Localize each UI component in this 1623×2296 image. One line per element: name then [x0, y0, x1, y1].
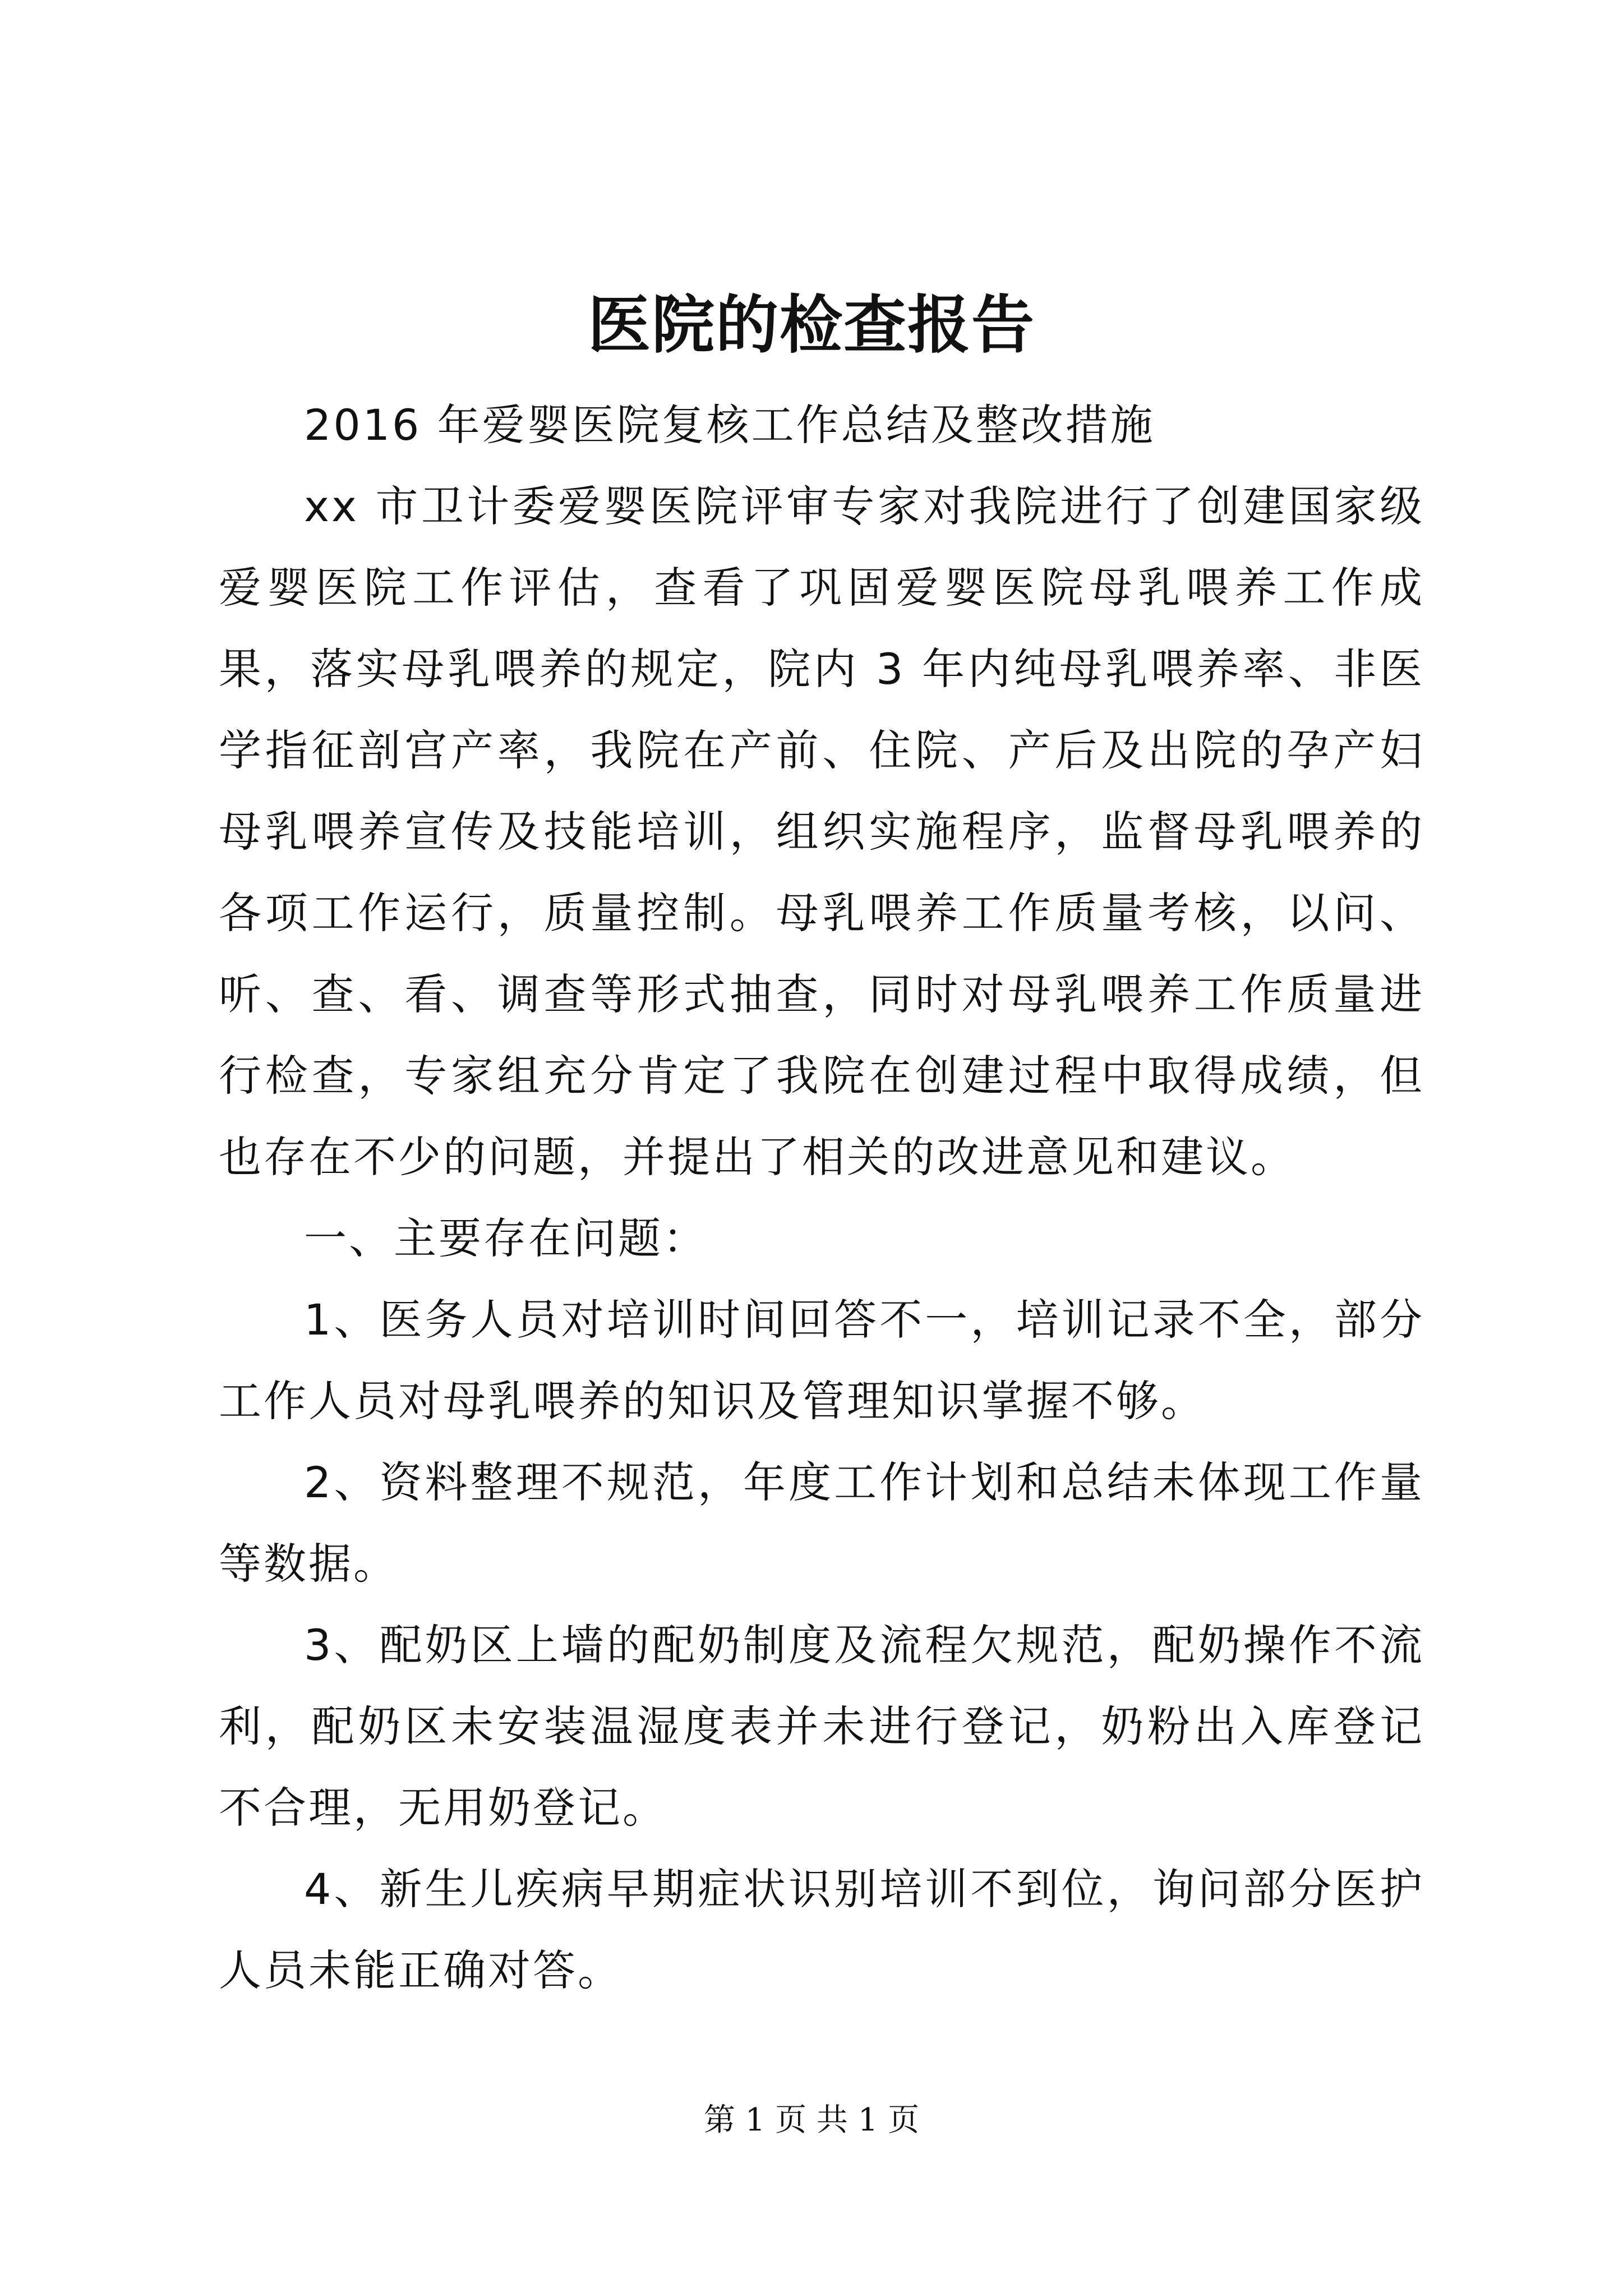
issue-paragraph-1: 1、医务人员对培训时间回答不一，培训记录不全，部分工作人员对母乳喂养的知识及管理知识掌握不够。	[219, 1295, 1424, 1426]
issue-paragraph-4: 4、新生儿疾病早期症状识别培训不到位，询问部分医护人员未能正确对答。	[219, 1864, 1424, 1995]
intro-paragraph: xx 市卫计委爱婴医院评审专家对我院进行了创建国家级爱婴医院工作评估，查看了巩固爱婴医院母乳喂养工作成果，落实母乳喂养的规定，院内 3 年内纯母乳喂养率、非医学指征剖宫产率，我院在产前、住院、产后及出院的孕产妇母乳喂养宣传及技能培训，组织实施程序，监督母乳喂养的各项工作运行，质量控制。母乳喂养工作质量考核，以问、听、查、看、调查等形式抽查，同时对母乳喂养工作质量进行检查，专家组充分肯定了我院在创建过程中取得成绩，但也存在不少的问题，并提出了相关的改进意见和建议。	[219, 481, 1424, 1182]
document-body	[219, 384, 1424, 2011]
page-footer: 第 1 页 共 1 页	[703, 2102, 920, 2138]
subtitle-paragraph: 2016 年爱婴医院复核工作总结及整改措施	[304, 400, 1155, 450]
document-title: 医院的检查报告	[588, 288, 1035, 362]
issue-paragraph-2: 2、资料整理不规范，年度工作计划和总结未体现工作量等数据。	[219, 1457, 1424, 1589]
issue-paragraph-3: 3、配奶区上墙的配奶制度及流程欠规范，配奶操作不流利，配奶区未安装温湿度表并未进行登记，奶粉出入库登记不合理，无用奶登记。	[219, 1620, 1424, 1833]
section-heading: 一、主要存在问题：	[304, 1213, 708, 1263]
